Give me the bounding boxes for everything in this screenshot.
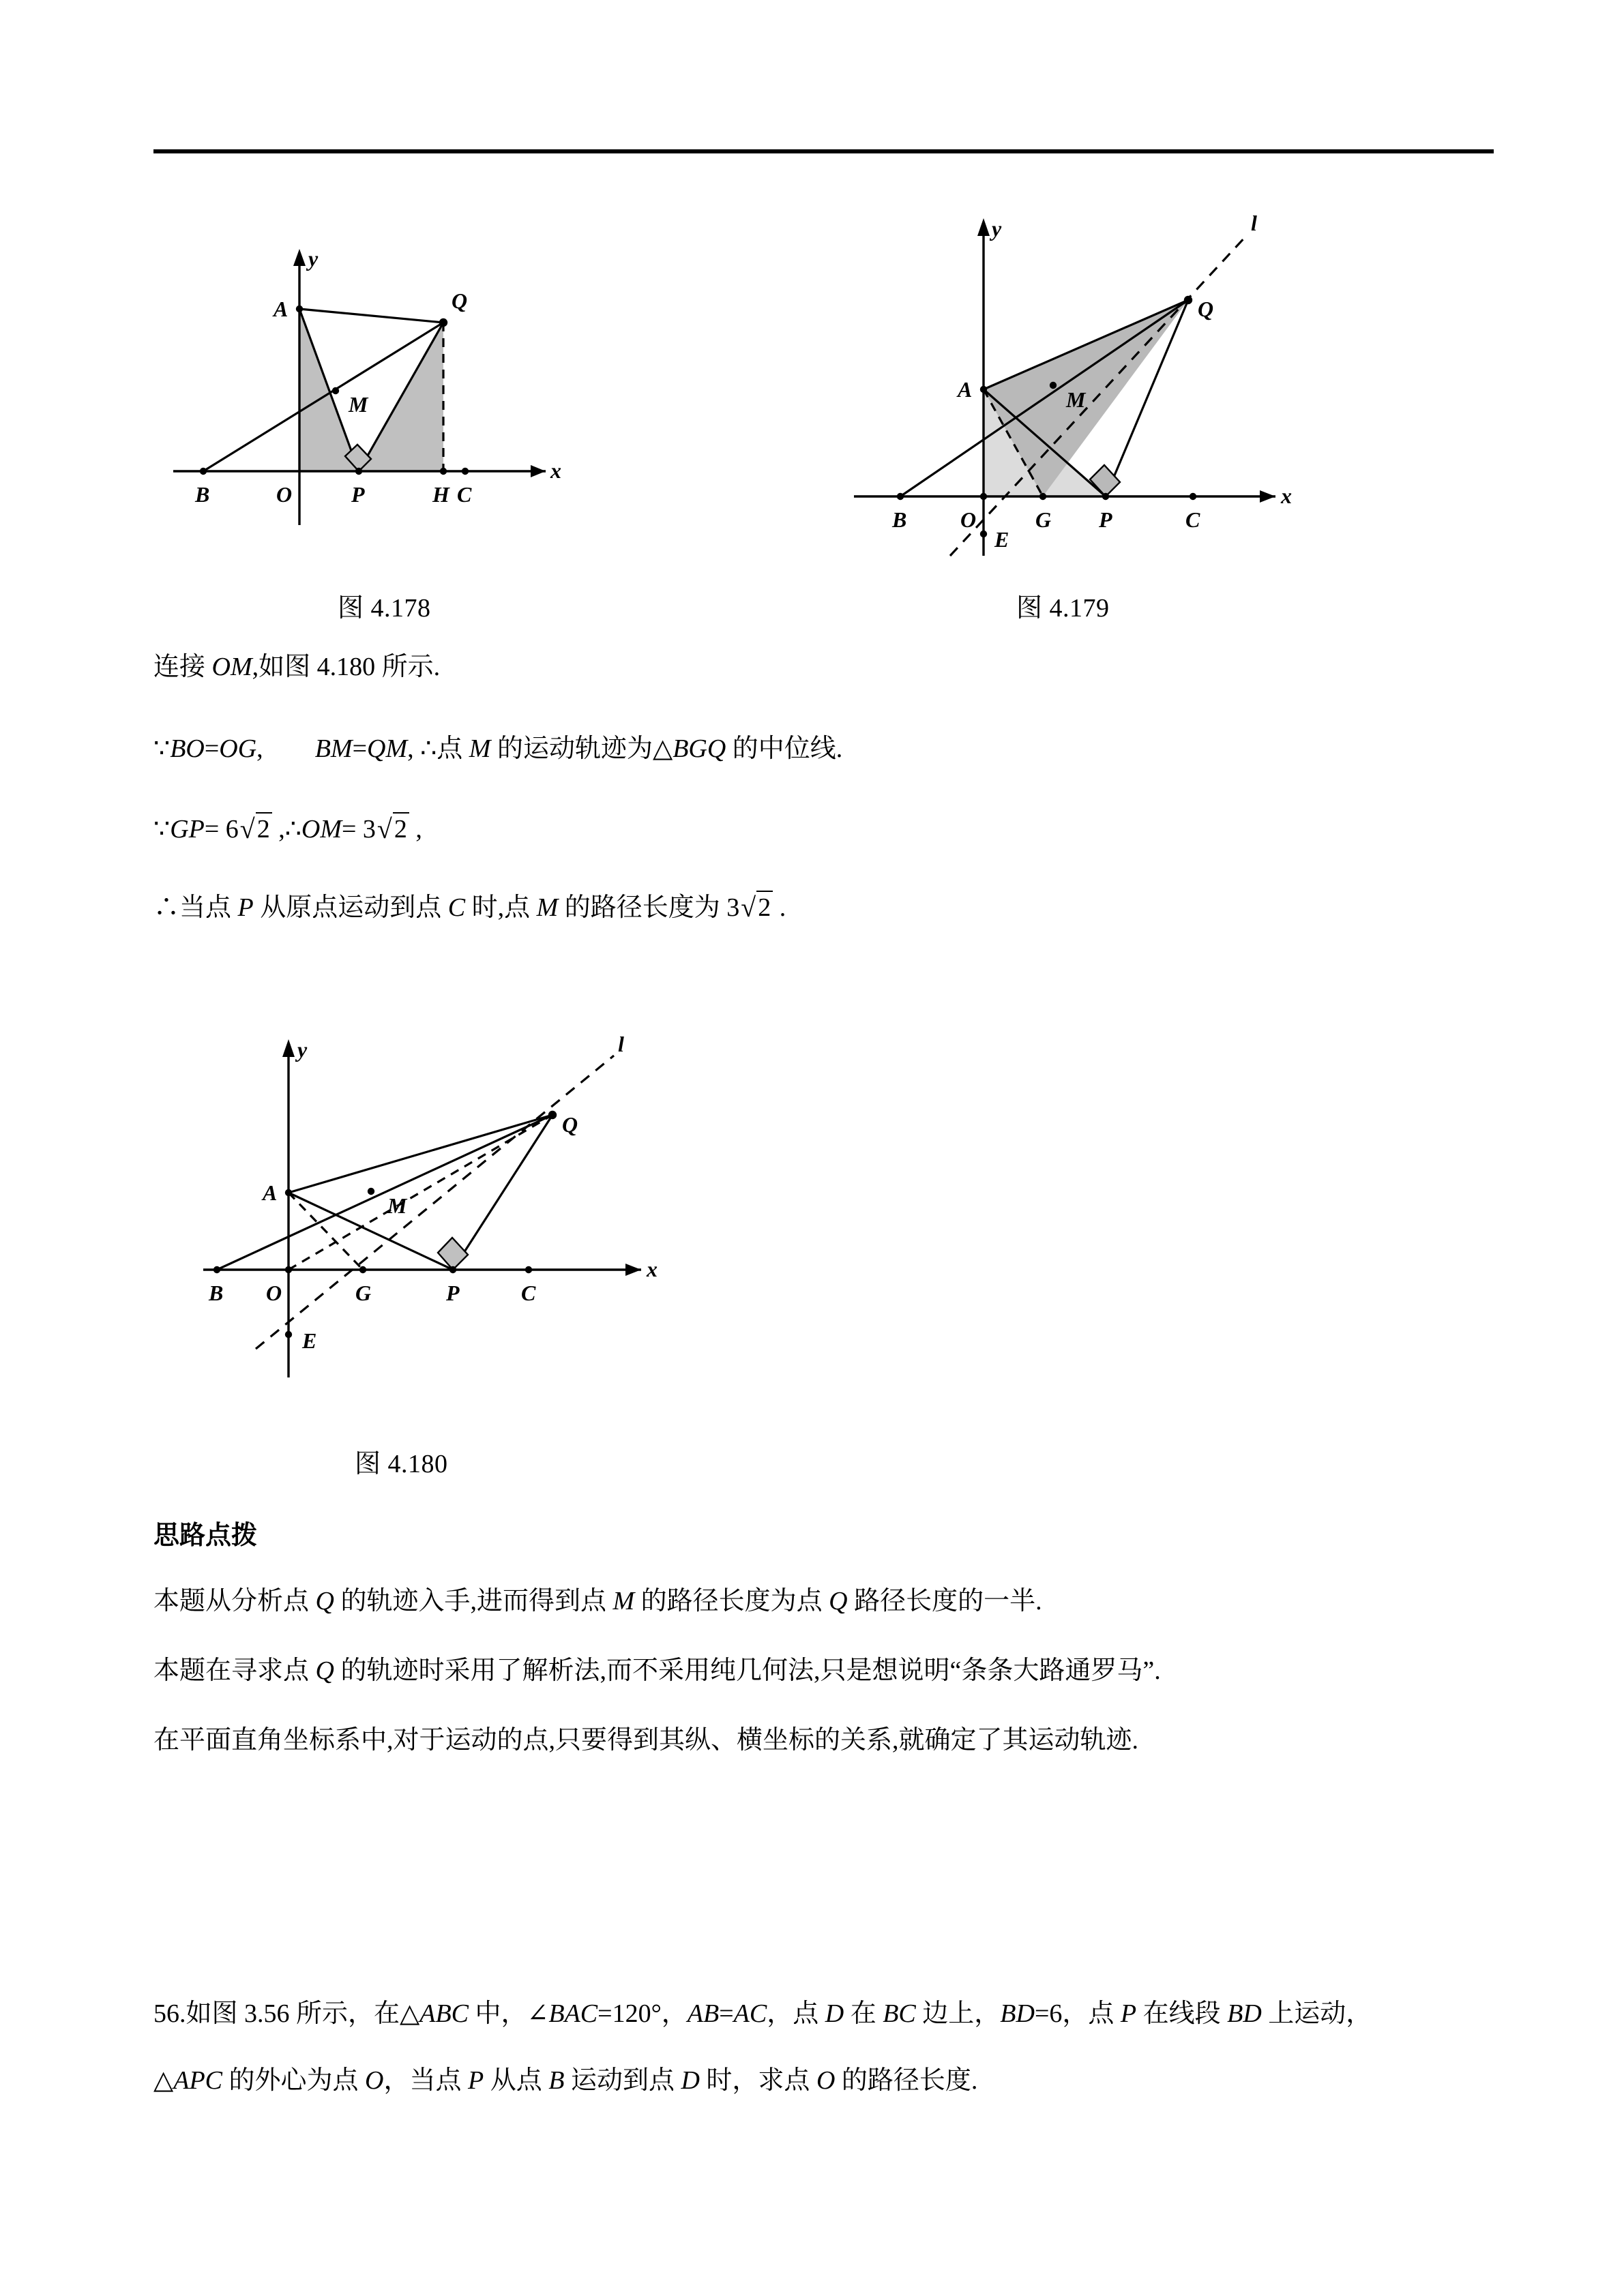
math-gp: GP	[170, 815, 205, 844]
text-seg: ，点	[767, 1999, 825, 2028]
section-heading-tips: 思路点拨	[153, 1520, 258, 1550]
math-ab: AB	[687, 1999, 720, 2028]
text-seg: ，当点	[383, 2066, 468, 2095]
math-q2: Q	[829, 1587, 848, 1615]
text-seg: 的运动轨迹为△	[490, 734, 673, 763]
point-B	[213, 1266, 220, 1273]
sqrt-expression	[739, 890, 773, 925]
math-bac: BAC	[548, 1999, 598, 2028]
point-P	[1102, 493, 1109, 500]
label-y-axis: y	[308, 246, 319, 271]
radicand: 2	[756, 891, 773, 925]
text-seg: 在	[844, 1999, 883, 2028]
text-seg: 的路径长度为 3	[558, 893, 740, 922]
math-m: M	[469, 734, 491, 763]
text-seg: 中，∠	[469, 1999, 549, 2028]
label-point-M: M	[349, 392, 368, 417]
problem-56-line-1	[153, 1998, 1372, 2031]
label-point-P: P	[351, 482, 365, 507]
math-m2: M	[536, 893, 559, 922]
text-seg: ∴当点	[153, 893, 238, 922]
label-point-O: O	[276, 482, 293, 507]
text-seg: , ∴点	[407, 734, 469, 763]
figure-4-180	[191, 1016, 696, 1425]
point-A	[285, 1189, 292, 1196]
radical-sign: √	[377, 814, 392, 844]
text-seg: =	[204, 734, 220, 763]
text-seg: ,	[256, 734, 315, 763]
paragraph-connect-om	[153, 651, 440, 684]
point-O	[980, 493, 987, 500]
paragraph-tip-1	[153, 1585, 1042, 1618]
label-x-axis: x	[647, 1257, 658, 1281]
radical-sign: √	[741, 892, 756, 923]
point-C	[525, 1266, 532, 1273]
point-B	[897, 493, 904, 500]
label-point-B: B	[195, 482, 210, 507]
header-rule	[153, 149, 1494, 153]
text-seg: =	[352, 734, 367, 763]
text-seg: 的轨迹时采用了解析法,而不采用纯几何法,只是想说明“条条大路通罗马”.	[334, 1656, 1161, 1685]
text-seg: 56.如图 3.56 所示，在△	[153, 1999, 420, 2028]
text-seg: 在线段	[1136, 1999, 1228, 2028]
label-line-l: l	[1251, 211, 1257, 235]
text-seg: = 6	[204, 815, 239, 844]
point-A	[980, 386, 987, 393]
segment-AP	[289, 1193, 453, 1270]
math-abc: ABC	[419, 1999, 469, 2028]
text-seg: △	[153, 2066, 174, 2095]
point-A	[296, 305, 303, 312]
point-M	[368, 1188, 374, 1195]
x-axis-arrow	[625, 1264, 641, 1276]
math-bd: BD	[1000, 1999, 1035, 2028]
label-point-O: O	[266, 1281, 282, 1305]
math-p: P	[1120, 1999, 1137, 2028]
paragraph-conclusion	[153, 890, 786, 925]
label-point-A: A	[263, 1180, 278, 1205]
paragraph-gp-om-values	[153, 811, 422, 846]
figure-4-180-caption: 图 4.180	[355, 1450, 448, 1478]
figure-4-180-svg	[191, 1016, 696, 1425]
point-G	[1039, 493, 1046, 500]
x-axis-arrow	[1260, 490, 1275, 503]
x-axis-arrow	[531, 465, 546, 477]
segment-AQ	[289, 1115, 552, 1193]
math-ac: AC	[733, 1999, 767, 2028]
math-bo: BO	[170, 734, 205, 763]
segment-AQ	[299, 309, 443, 323]
math-q: Q	[315, 1656, 334, 1685]
text-seg: ,如图 4.180 所示.	[252, 653, 441, 681]
label-point-C: C	[1185, 507, 1200, 532]
text-seg: ,∴	[271, 815, 301, 844]
text-seg: 边上，	[915, 1999, 1001, 2028]
text-seg: 时，求点	[699, 2066, 816, 2095]
point-C	[462, 468, 469, 475]
label-x-axis: x	[1281, 483, 1292, 508]
point-Q	[439, 318, 447, 327]
text-seg: =	[719, 1999, 734, 2028]
point-E	[285, 1331, 292, 1338]
radicand: 2	[393, 812, 409, 846]
math-qm: QM	[367, 734, 408, 763]
math-p: P	[237, 893, 254, 922]
label-point-M: M	[1066, 387, 1086, 412]
figure-4-178-caption: 图 4.178	[338, 594, 431, 623]
label-point-Q: Q	[562, 1112, 578, 1137]
math-bc: BC	[883, 1999, 916, 2028]
figure-4-179	[839, 184, 1330, 566]
y-axis-arrow	[293, 249, 306, 266]
sqrt-expression	[376, 811, 409, 846]
label-point-A: A	[274, 297, 289, 321]
radical-sign: √	[239, 814, 255, 844]
text-seg: 上运动，	[1261, 1999, 1372, 2028]
point-H	[440, 468, 447, 475]
figure-4-178	[157, 184, 593, 566]
text-seg: 运动到点	[564, 2066, 681, 2095]
point-G	[359, 1266, 366, 1273]
radicand: 2	[256, 812, 272, 846]
math-p2: P	[468, 2066, 484, 2095]
math-o2: O	[816, 2066, 836, 2095]
text-seg: 本题在寻求点	[153, 1656, 316, 1685]
paragraph-tip-2	[153, 1655, 1161, 1688]
point-M	[1050, 382, 1057, 389]
figure-4-179-svg	[839, 184, 1330, 566]
math-b: B	[548, 2066, 565, 2095]
paragraph-tip-3	[153, 1725, 1138, 1757]
math-c: C	[447, 893, 466, 922]
math-om2: OM	[301, 815, 342, 844]
point-O	[285, 1266, 292, 1273]
point-M	[332, 387, 339, 394]
text-seg: 的路径长度.	[835, 2066, 978, 2095]
math-q: Q	[315, 1587, 334, 1615]
point-P	[449, 1266, 456, 1273]
text-seg: 路径长度的一半.	[847, 1587, 1042, 1615]
label-point-Q: Q	[1198, 297, 1214, 321]
text-seg: 在平面直角坐标系中,对于运动的点,只要得到其纵、横坐标的关系,就确定了其运动轨迹.	[153, 1726, 1139, 1755]
label-y-axis: y	[992, 216, 1002, 241]
text-seg: 从点	[484, 2066, 549, 2095]
text-seg: 从原点运动到点	[253, 893, 448, 922]
text-seg: = 3	[341, 815, 376, 844]
text-seg: 的外心为点	[222, 2066, 366, 2095]
figure-4-179-caption: 图 4.179	[1016, 594, 1110, 623]
figure-4-178-svg	[157, 184, 593, 566]
label-point-C: C	[521, 1281, 536, 1305]
math-m: M	[612, 1587, 635, 1615]
math-bm: BM	[314, 734, 353, 763]
text-seg: 的轨迹入手,进而得到点	[334, 1587, 613, 1615]
label-y-axis: y	[297, 1037, 308, 1062]
paragraph-midsegment	[153, 733, 842, 766]
text-seg: 的路径长度为点	[634, 1587, 829, 1615]
math-apc: APC	[173, 2066, 223, 2095]
label-point-O: O	[960, 507, 977, 532]
label-point-P: P	[1099, 507, 1112, 532]
y-axis-arrow	[282, 1039, 295, 1057]
label-point-G: G	[355, 1281, 372, 1305]
text-seg: ∵	[153, 734, 171, 763]
math-bgq: BGQ	[673, 734, 726, 763]
problem-56-line-2	[153, 2065, 977, 2098]
text-seg: 连接	[153, 653, 212, 681]
label-point-M: M	[387, 1193, 407, 1218]
text-seg: 本题从分析点	[153, 1587, 316, 1615]
math-og: OG	[219, 734, 257, 763]
label-x-axis: x	[550, 458, 561, 483]
text-seg: ,	[409, 815, 422, 844]
text-seg: =6，点	[1034, 1999, 1121, 2028]
point-P	[355, 468, 362, 475]
text-seg: .	[773, 893, 786, 922]
y-axis-arrow	[977, 218, 990, 236]
label-line-l: l	[618, 1032, 624, 1056]
point-E	[980, 531, 987, 537]
math-o: O	[365, 2066, 384, 2095]
point-B	[200, 468, 207, 475]
label-point-E: E	[994, 527, 1009, 552]
point-C	[1190, 493, 1196, 500]
label-point-H: H	[432, 482, 449, 507]
text-seg: =120°，	[597, 1999, 688, 2028]
text-seg: 时,点	[465, 893, 537, 922]
sqrt-expression	[239, 811, 272, 846]
label-point-B: B	[209, 1281, 224, 1305]
math-d: D	[825, 1999, 844, 2028]
point-Q	[1184, 296, 1192, 304]
label-point-Q: Q	[452, 288, 468, 313]
label-point-G: G	[1035, 507, 1052, 532]
label-point-E: E	[302, 1328, 317, 1353]
label-point-A: A	[958, 377, 973, 402]
label-point-P: P	[446, 1281, 460, 1305]
label-point-B: B	[892, 507, 907, 532]
text-seg: ∵	[153, 815, 171, 844]
math-d2: D	[681, 2066, 700, 2095]
math-om: OM	[211, 653, 252, 681]
math-bd2: BD	[1227, 1999, 1262, 2028]
label-point-C: C	[457, 482, 472, 507]
text-seg: 的中位线.	[726, 734, 843, 763]
point-Q	[548, 1111, 557, 1119]
